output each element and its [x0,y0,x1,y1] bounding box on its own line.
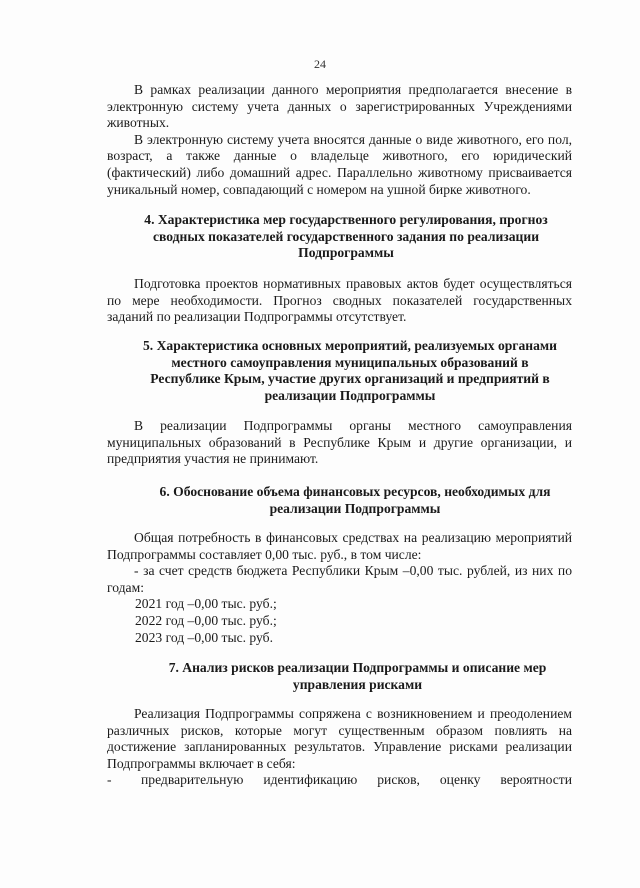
section-5-body [107,418,572,468]
paragraph: В реализации Подпрограммы органы местного самоуправления муниципальных образований в Республике Крым и другие организации, и предприятия участия не принимают. [107,418,572,467]
paragraph: В электронную систему учета вносятся данные о виде животного, его пол, возраст, а также данные о владельце животного, его юридический (фактический) либо домашний адрес. Параллельно животному присваивается уникальный номер, совпадающий с номером на ушной бирке животного. [107,131,572,197]
list-dash: - [107,772,112,788]
paragraph: Реализация Подпрограммы сопряжена с возникновением и преодолением различных рисков, которые могут существенным образом повлиять на достижение запланированных результатов. Управление рисками реализации Подпрограммы включает в себя: [107,706,572,771]
heading-line: сводных показателей государственного задания по реализации [152,228,540,244]
heading-line: Республике Крым, участие других организаций и предприятий в [150,371,550,387]
paragraph: В рамках реализации данного мероприятия предполагается внесение в электронную систему учета данных о зарегистрированных Учреждениями животных. [107,82,572,131]
intro-block [107,82,572,198]
paragraph: - за счет средств бюджета Республики Крым –0,00 тыс. рублей, из них по годам: [107,563,572,595]
heading-line: 5. Характеристика основных мероприятий, реализуемых органами [142,338,557,353]
heading-line: 7. Анализ рисков реализации Подпрограммы и описание мер [168,660,547,675]
heading-line: местного самоуправления муниципальных образований в [171,354,529,370]
list-item-text: предварительную идентификацию рисков, оценку вероятности [141,772,572,788]
year-line: 2021 год –0,00 тыс. руб.; [135,596,277,612]
section-6-body [107,530,572,646]
paragraph: Общая потребность в финансовых средствах на реализацию мероприятий Подпрограммы составляет 0,00 тыс. руб., в том числе: [107,530,572,562]
heading-line: Подпрограммы [298,245,394,261]
paragraph: Подготовка проектов нормативных правовых актов будет осуществляться по мере необходимости. Прогноз сводных показателей государственных заданий по реализации Подпрограммы отсутствует. [107,276,572,325]
section-4-heading [120,212,572,262]
heading-line: 4. Характеристика мер государственного регулирования, прогноз [144,212,548,227]
heading-line: управления рисками [292,676,423,692]
list-item [107,772,572,789]
section-4-body [107,276,572,326]
year-line: 2023 год –0,00 тыс. руб. [135,629,273,645]
section-7-heading [135,660,580,693]
heading-line: реализации Подпрограммы [264,387,436,403]
section-7-body [107,706,572,789]
year-line: 2022 год –0,00 тыс. руб.; [135,612,277,628]
heading-line: реализации Подпрограммы [269,500,441,516]
section-6-heading [130,484,580,517]
section-5-heading [120,338,580,404]
heading-line: 6. Обоснование объема финансовых ресурсов, необходимых для [159,484,551,499]
page-number: 24 [314,57,326,71]
